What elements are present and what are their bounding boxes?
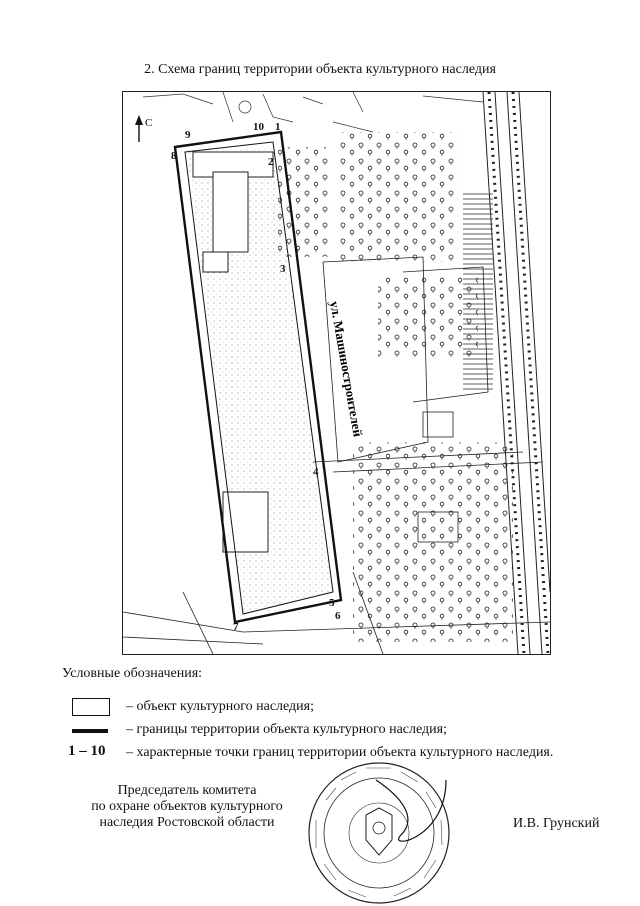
point-label-4: 4 bbox=[313, 466, 319, 478]
top-scribbles bbox=[143, 92, 483, 132]
legend-heading: Условные обозначения: bbox=[62, 666, 203, 681]
position-line-1: Председатель комитета bbox=[117, 783, 257, 798]
legend-object-text: – объект культурного наследия; bbox=[126, 699, 314, 714]
map-drawing bbox=[123, 92, 550, 654]
north-label: С bbox=[145, 117, 153, 129]
signatory-name: И.В. Грунский bbox=[513, 816, 600, 831]
street-label: ул. Машиностроителей bbox=[327, 299, 366, 438]
legend-points-symbol: 1 – 10 bbox=[68, 743, 106, 759]
page-title: 2. Схема границ территории объекта культурного наследия bbox=[144, 62, 496, 77]
hatched-area-e bbox=[463, 192, 493, 392]
point-label-10: 10 bbox=[253, 121, 264, 133]
point-label-1: 1 bbox=[275, 121, 281, 133]
point-label-6: 6 bbox=[335, 610, 341, 622]
boundary-map bbox=[122, 91, 551, 655]
official-stamp bbox=[306, 760, 452, 906]
position-line-3: наследия Ростовской области bbox=[99, 815, 275, 830]
north-arrow-icon bbox=[135, 115, 143, 142]
point-label-7: 7 bbox=[233, 621, 239, 633]
point-label-8: 8 bbox=[171, 150, 177, 162]
legend-boundary-symbol bbox=[72, 729, 108, 733]
point-label-2: 2 bbox=[268, 156, 274, 168]
legend-object-symbol bbox=[72, 698, 110, 716]
point-label-3: 3 bbox=[280, 263, 286, 275]
tree-block-ne bbox=[338, 132, 458, 262]
legend-points-text: – характерные точки границ территории объекта культурного наследия. bbox=[126, 745, 554, 760]
legend-boundary-text: – границы территории объекта культурного наследия; bbox=[126, 722, 447, 737]
signatory-position bbox=[52, 783, 322, 831]
point-label-5: 5 bbox=[329, 597, 335, 609]
position-line-2: по охране объектов культурного bbox=[91, 799, 283, 814]
point-label-9: 9 bbox=[185, 129, 191, 141]
signature-scribble bbox=[376, 780, 446, 841]
